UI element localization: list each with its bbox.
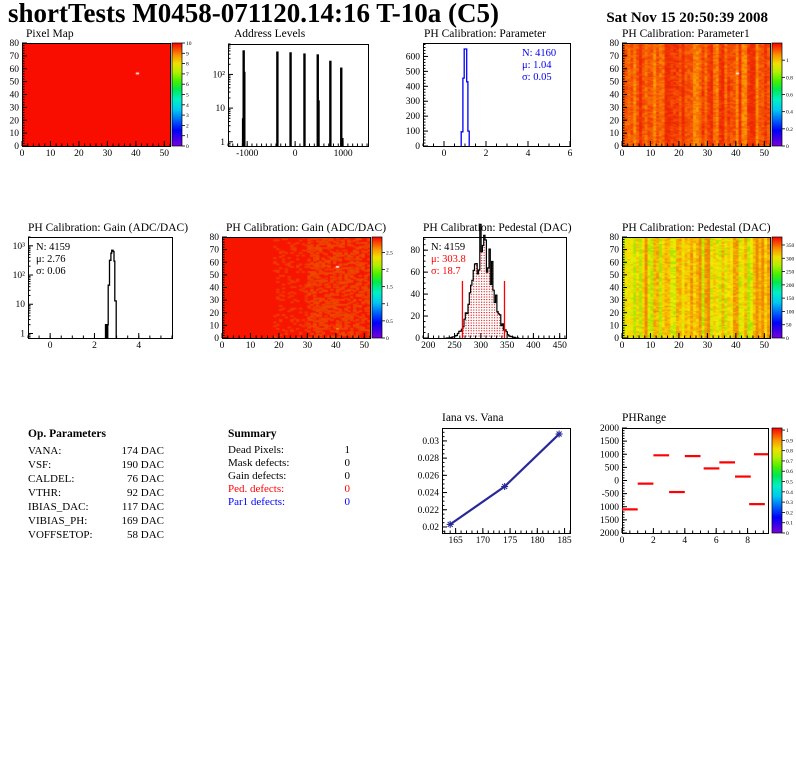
svg-text:4: 4 xyxy=(682,536,688,546)
svg-text:0: 0 xyxy=(614,334,619,344)
svg-text:10: 10 xyxy=(609,129,619,140)
table-row xyxy=(228,457,350,470)
svg-text:0.5: 0.5 xyxy=(786,479,793,486)
svg-text:0.4: 0.4 xyxy=(786,109,793,116)
svg-text:30: 30 xyxy=(9,103,19,114)
svg-text:N: 4159: N: 4159 xyxy=(431,242,466,253)
svg-text:10: 10 xyxy=(215,104,225,115)
gain-map-title: PH Calibration: Gain (ADC/DAC) xyxy=(226,222,387,234)
pedestal-histogram-title: PH Calibration: Pedestal (DAC) xyxy=(423,222,572,234)
svg-text:10: 10 xyxy=(15,300,25,311)
svg-text:7: 7 xyxy=(186,71,189,78)
svg-text:70: 70 xyxy=(209,245,219,256)
svg-text:10: 10 xyxy=(645,341,656,351)
svg-text:300: 300 xyxy=(786,256,795,263)
svg-text:1.5: 1.5 xyxy=(386,284,393,291)
gain-histogram-title: PH Calibration: Gain (ADC/DAC) xyxy=(28,222,189,234)
svg-text:40: 40 xyxy=(331,341,341,351)
svg-text:N: 4160: N: 4160 xyxy=(522,48,557,59)
svg-text:4: 4 xyxy=(136,341,142,351)
svg-text:-500: -500 xyxy=(601,489,619,500)
svg-text:1: 1 xyxy=(220,137,225,148)
svg-text:30: 30 xyxy=(209,296,219,307)
svg-text:500: 500 xyxy=(604,463,619,474)
row-value: 0 xyxy=(344,496,350,508)
svg-text:165: 165 xyxy=(448,536,463,546)
svg-text:10: 10 xyxy=(245,341,256,351)
svg-text:80: 80 xyxy=(609,233,619,243)
svg-text:40: 40 xyxy=(731,149,741,159)
gain-histogram-panel xyxy=(0,218,200,355)
svg-text:600: 600 xyxy=(405,52,420,63)
ph-calibration-parameter1-title: PH Calibration: Parameter1 xyxy=(622,28,750,40)
svg-text:30: 30 xyxy=(609,103,619,114)
svg-text:2.5: 2.5 xyxy=(386,250,393,257)
svg-text:175: 175 xyxy=(502,536,518,546)
svg-text:0.8: 0.8 xyxy=(786,75,793,82)
svg-text:0: 0 xyxy=(786,144,789,150)
svg-text:0: 0 xyxy=(786,336,789,342)
svg-text:0: 0 xyxy=(386,336,389,342)
svg-text:2: 2 xyxy=(483,149,489,159)
svg-text:450: 450 xyxy=(552,341,567,351)
svg-text:50: 50 xyxy=(159,149,170,159)
svg-text:70: 70 xyxy=(609,51,619,62)
row-label: VANA: xyxy=(28,445,62,457)
summary-title: Summary xyxy=(228,428,277,440)
svg-text:20: 20 xyxy=(609,116,619,127)
svg-text:100: 100 xyxy=(786,309,795,316)
svg-text:200: 200 xyxy=(421,341,436,351)
op-params-table xyxy=(28,444,164,542)
svg-text:0: 0 xyxy=(619,536,625,546)
svg-text:N: 4159: N: 4159 xyxy=(36,242,71,253)
svg-text:10: 10 xyxy=(9,129,19,140)
iana-vs-vana-panel xyxy=(400,410,600,555)
pixel-map-panel xyxy=(0,28,200,160)
svg-text:6: 6 xyxy=(186,82,189,89)
svg-text:σ: 0.06: σ: 0.06 xyxy=(36,266,66,277)
row-value: 0 xyxy=(344,470,350,482)
ph-param-plot xyxy=(400,28,600,160)
svg-text:20: 20 xyxy=(74,149,84,159)
row-value: 117 DAC xyxy=(121,501,164,513)
svg-text:60: 60 xyxy=(209,258,219,269)
svg-text:170: 170 xyxy=(475,536,490,546)
row-label: VTHR: xyxy=(28,487,61,499)
table-row xyxy=(28,472,164,486)
table-row xyxy=(228,496,350,509)
svg-text:60: 60 xyxy=(410,268,420,279)
pixel-map-title: Pixel Map xyxy=(26,28,74,40)
svg-text:4: 4 xyxy=(525,149,531,159)
address-levels-title: Address Levels xyxy=(234,28,306,40)
svg-text:30: 30 xyxy=(702,341,713,351)
svg-text:50: 50 xyxy=(209,270,219,281)
svg-text:2: 2 xyxy=(651,536,656,546)
svg-text:10: 10 xyxy=(209,321,219,332)
svg-text:10: 10 xyxy=(45,149,56,159)
gain-map-panel xyxy=(200,218,400,355)
svg-text:8: 8 xyxy=(745,536,750,546)
summary-table xyxy=(228,444,350,509)
row-value: 0 xyxy=(344,457,350,469)
svg-text:350: 350 xyxy=(499,341,515,351)
svg-text:0.8: 0.8 xyxy=(786,448,793,455)
svg-text:200: 200 xyxy=(405,112,420,123)
svg-text:50: 50 xyxy=(609,77,619,88)
svg-text:0: 0 xyxy=(619,149,625,159)
svg-text:μ: 1.04: μ: 1.04 xyxy=(522,60,552,71)
ph-calibration-parameter-title: PH Calibration: Parameter xyxy=(424,28,546,40)
svg-text:20: 20 xyxy=(274,341,284,351)
svg-text:0.3: 0.3 xyxy=(786,500,793,507)
svg-text:1000: 1000 xyxy=(600,450,619,461)
row-value: 174 DAC xyxy=(121,445,164,457)
svg-text:0: 0 xyxy=(186,144,189,150)
svg-text:μ: 303.8: μ: 303.8 xyxy=(431,254,466,265)
svg-text:0.024: 0.024 xyxy=(417,488,439,499)
svg-text:1500: 1500 xyxy=(600,515,619,526)
svg-text:300: 300 xyxy=(473,341,488,351)
table-row xyxy=(228,444,350,457)
svg-text:50: 50 xyxy=(759,149,770,159)
pedestal-map-panel xyxy=(600,218,796,355)
row-label: Dead Pixels: xyxy=(228,444,284,456)
svg-text:100: 100 xyxy=(405,127,420,138)
row-label: VIBIAS_PH: xyxy=(28,515,88,527)
ped-map-plot xyxy=(600,218,796,355)
svg-text:0: 0 xyxy=(614,142,619,152)
svg-text:30: 30 xyxy=(302,341,313,351)
svg-text:180: 180 xyxy=(530,536,545,546)
svg-text:3: 3 xyxy=(186,113,189,120)
address-levels-plot xyxy=(200,28,400,160)
svg-text:20: 20 xyxy=(209,308,219,319)
svg-text:0: 0 xyxy=(47,341,53,351)
table-row xyxy=(28,486,164,500)
row-label: VOFFSETOP: xyxy=(28,529,93,541)
svg-text:20: 20 xyxy=(674,341,684,351)
svg-text:60: 60 xyxy=(9,64,19,75)
svg-text:0: 0 xyxy=(614,476,619,487)
pixel-map-plot xyxy=(0,28,200,160)
address-levels-panel xyxy=(200,28,400,160)
row-value: 0 xyxy=(344,483,350,495)
svg-text:50: 50 xyxy=(609,270,619,281)
svg-text:0: 0 xyxy=(19,149,25,159)
svg-text:1: 1 xyxy=(786,428,789,435)
svg-text:40: 40 xyxy=(209,283,219,294)
table-row xyxy=(28,458,164,472)
svg-text:40: 40 xyxy=(609,90,619,101)
svg-text:2: 2 xyxy=(92,341,97,351)
svg-text:60: 60 xyxy=(609,64,619,75)
svg-text:1: 1 xyxy=(786,58,789,65)
svg-text:10: 10 xyxy=(645,149,656,159)
svg-text:80: 80 xyxy=(209,233,219,243)
svg-text:1000: 1000 xyxy=(600,502,619,513)
table-row xyxy=(228,483,350,496)
row-value: 76 DAC xyxy=(127,473,164,485)
ped-hist-plot xyxy=(400,218,600,355)
svg-text:0: 0 xyxy=(292,149,298,159)
svg-text:30: 30 xyxy=(702,149,713,159)
svg-text:80: 80 xyxy=(9,39,19,49)
timestamp: Sat Nov 15 20:50:39 2008 xyxy=(606,10,768,26)
svg-text:0: 0 xyxy=(619,341,625,351)
svg-text:2: 2 xyxy=(386,267,389,274)
phrange-title: PHRange xyxy=(622,412,667,424)
svg-text:80: 80 xyxy=(609,39,619,49)
svg-text:0: 0 xyxy=(214,334,219,344)
ph-calibration-parameter1-panel xyxy=(600,28,796,160)
gain-hist-plot xyxy=(0,218,200,355)
svg-text:0: 0 xyxy=(415,334,420,344)
svg-text:0: 0 xyxy=(786,531,789,537)
table-row xyxy=(28,500,164,514)
svg-text:5: 5 xyxy=(186,92,189,99)
svg-text:60: 60 xyxy=(609,258,619,269)
svg-text:0.4: 0.4 xyxy=(786,489,793,496)
svg-text:0.026: 0.026 xyxy=(417,471,439,482)
svg-text:40: 40 xyxy=(731,341,741,351)
svg-text:9: 9 xyxy=(186,51,189,58)
iana-plot xyxy=(400,410,600,555)
row-label: IBIAS_DAC: xyxy=(28,501,89,513)
svg-text:10: 10 xyxy=(186,41,192,47)
svg-text:1: 1 xyxy=(386,301,389,308)
svg-text:1: 1 xyxy=(186,133,189,140)
row-value: 58 DAC xyxy=(127,529,164,541)
svg-text:200: 200 xyxy=(786,282,795,289)
svg-text:0.02: 0.02 xyxy=(422,522,439,533)
phrange-panel xyxy=(600,410,796,555)
row-value: 169 DAC xyxy=(121,515,164,527)
svg-text:400: 400 xyxy=(405,82,420,93)
svg-text:1500: 1500 xyxy=(600,437,619,448)
svg-text:10²: 10² xyxy=(212,70,225,81)
svg-text:400: 400 xyxy=(526,341,541,351)
phrange-plot xyxy=(600,410,796,555)
row-label: Gain defects: xyxy=(228,470,287,482)
op-parameters-panel xyxy=(0,420,200,565)
svg-text:185: 185 xyxy=(557,536,572,546)
row-value: 1 xyxy=(344,444,350,456)
svg-text:0.028: 0.028 xyxy=(417,454,439,465)
svg-text:50: 50 xyxy=(786,322,792,329)
svg-text:1000: 1000 xyxy=(333,149,353,159)
svg-text:40: 40 xyxy=(9,90,19,101)
ph-param1-map-plot xyxy=(600,28,796,160)
gain-map-plot xyxy=(200,218,400,355)
svg-text:30: 30 xyxy=(102,149,113,159)
op-parameters-title: Op. Parameters xyxy=(28,428,106,440)
svg-text:250: 250 xyxy=(786,269,795,276)
svg-text:70: 70 xyxy=(9,51,19,62)
svg-text:150: 150 xyxy=(786,296,795,303)
table-row xyxy=(228,470,350,483)
svg-text:0: 0 xyxy=(415,142,420,152)
page-title: shortTests M0458-071120.14:16 T-10a (C5) xyxy=(8,0,500,28)
svg-text:0.022: 0.022 xyxy=(417,505,439,516)
svg-text:300: 300 xyxy=(405,97,420,108)
summary-panel xyxy=(200,420,400,565)
svg-text:500: 500 xyxy=(405,67,420,78)
svg-text:70: 70 xyxy=(609,245,619,256)
row-value: 92 DAC xyxy=(127,487,164,499)
svg-text:0: 0 xyxy=(14,142,19,152)
table-row xyxy=(28,514,164,528)
svg-text:1: 1 xyxy=(20,329,25,340)
svg-text:20: 20 xyxy=(674,149,684,159)
svg-text:80: 80 xyxy=(410,246,420,257)
svg-text:40: 40 xyxy=(609,283,619,294)
row-label: VSF: xyxy=(28,459,52,471)
svg-text:-1000: -1000 xyxy=(236,149,259,159)
pedestal-map-title: PH Calibration: Pedestal (DAC) xyxy=(622,222,771,234)
svg-text:20: 20 xyxy=(410,312,420,323)
row-label: Mask defects: xyxy=(228,457,290,469)
pedestal-histogram-panel xyxy=(400,218,600,355)
svg-text:0.9: 0.9 xyxy=(786,438,793,445)
svg-text:6: 6 xyxy=(567,149,573,159)
svg-text:2000: 2000 xyxy=(600,424,619,434)
svg-text:4: 4 xyxy=(186,102,189,109)
svg-text:6: 6 xyxy=(713,536,719,546)
svg-text:10²: 10² xyxy=(12,271,25,282)
svg-text:10: 10 xyxy=(609,321,619,332)
svg-text:10³: 10³ xyxy=(12,241,25,252)
svg-text:250: 250 xyxy=(447,341,462,351)
svg-text:8: 8 xyxy=(186,61,189,68)
svg-text:20: 20 xyxy=(9,116,19,127)
row-label: CALDEL: xyxy=(28,473,75,485)
svg-text:30: 30 xyxy=(609,296,619,307)
svg-text:0.2: 0.2 xyxy=(786,126,793,133)
row-label: Par1 defects: xyxy=(228,496,286,508)
table-row xyxy=(28,528,164,542)
svg-text:σ: 0.05: σ: 0.05 xyxy=(522,72,552,83)
svg-text:20: 20 xyxy=(609,308,619,319)
svg-text:0.2: 0.2 xyxy=(786,510,793,517)
svg-text:0: 0 xyxy=(441,149,447,159)
svg-text:0.03: 0.03 xyxy=(422,436,439,447)
svg-text:0.6: 0.6 xyxy=(786,469,793,476)
svg-text:0.6: 0.6 xyxy=(786,92,793,99)
svg-text:350: 350 xyxy=(786,242,795,249)
svg-text:40: 40 xyxy=(131,149,141,159)
svg-text:50: 50 xyxy=(759,341,770,351)
ph-calibration-parameter-panel xyxy=(400,28,600,160)
svg-text:0.7: 0.7 xyxy=(786,458,793,465)
svg-text:σ: 18.7: σ: 18.7 xyxy=(431,266,461,277)
svg-text:50: 50 xyxy=(9,77,19,88)
table-row xyxy=(28,444,164,458)
svg-text:μ: 2.76: μ: 2.76 xyxy=(36,254,66,265)
svg-text:50: 50 xyxy=(359,341,370,351)
svg-text:2000: 2000 xyxy=(600,529,619,539)
svg-text:0.5: 0.5 xyxy=(386,318,393,325)
svg-text:0: 0 xyxy=(219,341,225,351)
row-value: 190 DAC xyxy=(121,459,164,471)
iana-vs-vana-title: Iana vs. Vana xyxy=(442,412,504,424)
svg-text:2: 2 xyxy=(186,123,189,130)
svg-text:0.1: 0.1 xyxy=(786,520,793,527)
svg-text:40: 40 xyxy=(410,290,420,301)
row-label: Ped. defects: xyxy=(228,483,285,495)
